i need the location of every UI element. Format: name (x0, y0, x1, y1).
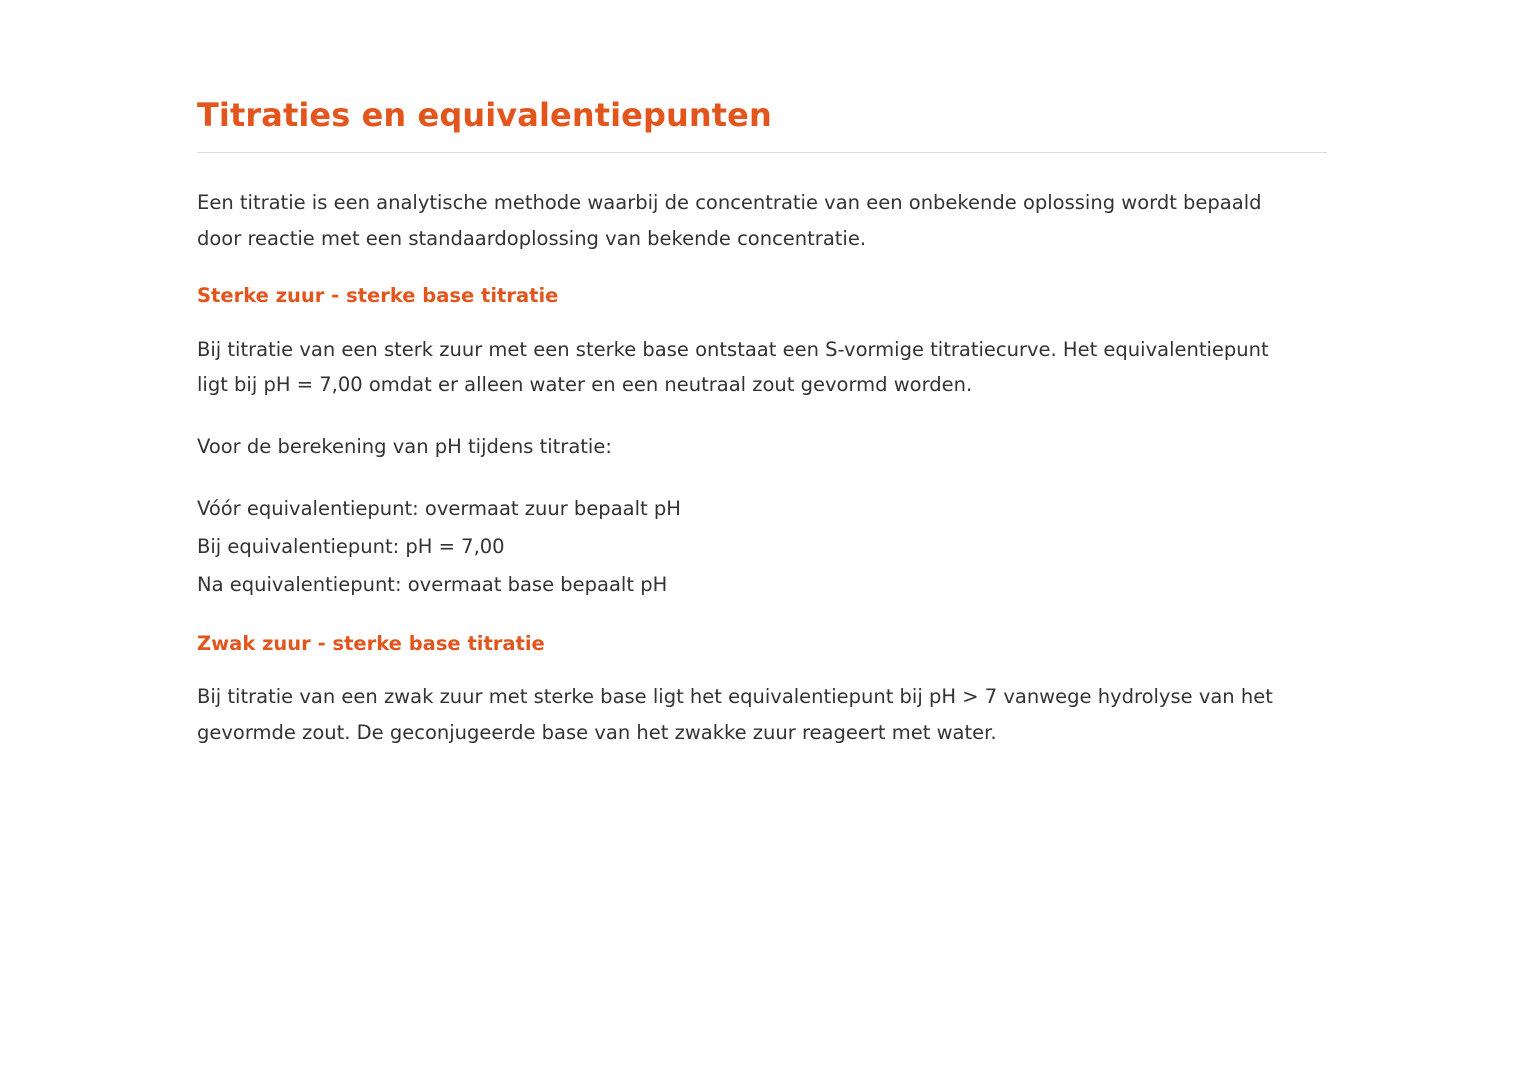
ph-calculation-steps (197, 490, 1327, 604)
strong-acid-paragraph-1: Bij titratie van een sterk zuur met een sterke base ontstaat een S-vormige titratiecurve. Het equivalentiepunt ligt bij pH = 7,00 omdat er alleen water en een neutraal zout gevormd worden. (197, 337, 1269, 397)
list-item: Na equivalentiepunt: overmaat base bepaalt pH (197, 573, 668, 597)
weak-acid-paragraph-1: Bij titratie van een zwak zuur met sterke base ligt het equivalentiepunt bij pH > 7 vanwege hydrolyse van het gevormde zout. De geconjugeerde base van het zwakke zuur reageert met water. (197, 685, 1273, 744)
title-divider (197, 152, 1327, 153)
section-heading-strong-acid: Sterke zuur - sterke base titratie (197, 284, 559, 308)
section-heading-weak-acid: Zwak zuur - sterke base titratie (197, 632, 545, 656)
strong-acid-paragraph-2: Voor de berekening van pH tijdens titratie: (197, 434, 612, 458)
list-item: Vóór equivalentiepunt: overmaat zuur bepaalt pH (197, 497, 681, 521)
page-title: Titraties en equivalentiepunten (197, 96, 772, 134)
intro-paragraph: Een titratie is een analytische methode waarbij de concentratie van een onbekende oplossing wordt bepaald door reactie met een standaardoplossing van bekende concentratie. (197, 191, 1262, 250)
list-item: Bij equivalentiepunt: pH = 7,00 (197, 535, 505, 559)
